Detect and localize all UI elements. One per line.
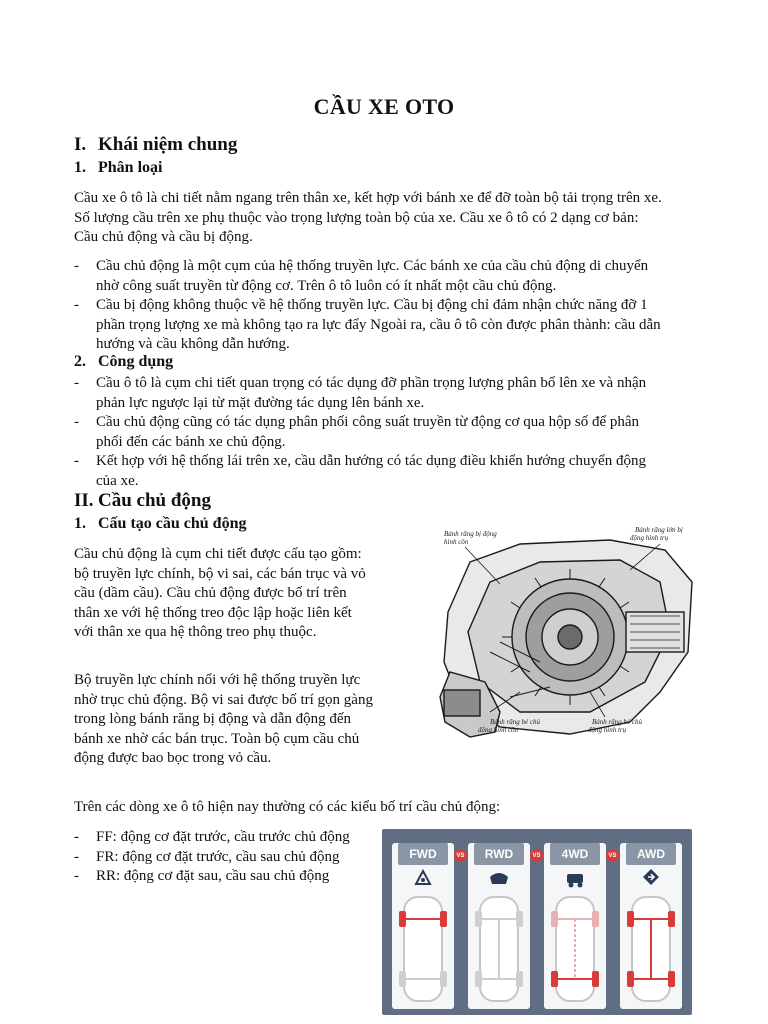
rwd-car-diagram <box>475 897 523 1001</box>
4wd-car-diagram <box>551 897 599 1001</box>
subsection-1-1-heading <box>74 159 162 177</box>
awd-label: AWD <box>626 843 676 865</box>
list-item: - Cầu chủ động là một cụm của hệ thống truyền lực. Các bánh xe của cầu chủ động di chuyển nhờ công suất truyền từ động cơ. Trên ô tô luôn có ít nhất một cầu chủ động. <box>74 258 649 294</box>
bullet-text: Cầu bị động không thuộc về hệ thống truyền lực. Cầu bị động chỉ đảm nhận chức năng đỡ 1 phần trọng lượng xe mà không tạo ra lực đẩy Ngoài ra, cầu ô tô còn được phân thành: cầu dẫn hướng và cầu không dẫn hướng. <box>96 297 661 352</box>
classification-paragraph: Cầu xe ô tô là chi tiết nằm ngang trên thân xe, kết hợp với bánh xe để đỡ toàn bộ tải trọng trên xe. Số lượng cầu trên xe phụ thuộc vào trọng lượng toàn bộ của xe. Cầu xe ô tô có 2 dạng cơ bản: Cầu chủ động và cầu bị động. <box>74 190 662 245</box>
rear-wheel-drive-icon <box>490 873 508 884</box>
document-title: CẦU XE OTO <box>313 94 455 119</box>
structure-paragraph: Cầu chủ động là cụm chi tiết được cấu tạo gồm: bộ truyền lực chính, bộ vi sai, các bán trục và vỏ cầu (dầm cầu). Cầu chủ động được bố trí trên thân xe với hệ thống treo độc lập hoặc liên kết với thân xe qua hệ thông treo phụ thuộc. <box>74 546 366 640</box>
classification-bullets <box>74 257 664 355</box>
vs-badge: VS <box>606 849 619 862</box>
list-item: - RR: động cơ đặt sau, cầu sau chủ động <box>74 868 330 884</box>
bullet-text: FR: động cơ đặt trước, cầu sau chủ động <box>96 848 340 865</box>
rwd-label: RWD <box>474 843 524 865</box>
bullet-text: RR: động cơ đặt sau, cầu sau chủ động <box>96 868 330 884</box>
awd-car-diagram <box>627 897 675 1001</box>
label-bottom-left: Bánh răng bé chủ động hình côn <box>478 718 540 734</box>
label-bottom-right: Bánh răng bé chủ động hình trụ <box>588 718 642 734</box>
subsection-1-1-number: 1. <box>74 159 86 176</box>
transmission-paragraph: Bộ truyền lực chính nối với hệ thống truyền lực nhờ trục chủ động. Bộ vi sai được bố trí gọn gàng trong lòng bánh răng bị động và dẫn động đến bánh xe nhờ các bán trục. Toàn bộ cụm cầu chủ động được bao bọc trong vỏ cầu. <box>74 672 373 766</box>
subsection-1-2-heading <box>74 353 173 371</box>
subsection-1-2-title: Công dụng <box>98 353 174 370</box>
subsection-2-1-number: 1. <box>74 515 86 532</box>
section-1-title: Khái niệm chung <box>98 134 238 155</box>
list-item: - Cầu bị động không thuộc về hệ thống truyền lực. Cầu bị động chỉ đảm nhận chức năng đỡ 1 phần trọng lượng xe mà không tạo ra lực đẩy Ngoài ra, cầu ô tô còn được phân thành: cầu dẫn hướng và cầu không dẫn hướng. <box>74 297 661 352</box>
subsection-2-1-title: Cấu tạo cầu chủ động <box>98 515 247 532</box>
usage-bullets <box>74 374 664 491</box>
bullet-text: Kết hợp với hệ thống lái trên xe, cầu dẫn hướng có tác dụng điều khiển hướng chuyển động của xe. <box>96 453 646 489</box>
drive-layout-bullets <box>74 828 374 887</box>
vs-badge: VS <box>454 849 467 862</box>
drive-types-image <box>382 829 692 1015</box>
subsection-2-1-heading <box>74 515 246 533</box>
section-2-number: II. <box>74 490 94 511</box>
section-1-heading <box>74 134 237 156</box>
label-top-right: Bánh răng lớn bị động hình trụ <box>630 526 683 542</box>
list-item: - FF: động cơ đặt trước, cầu trước chủ động <box>74 829 350 845</box>
section-1-number: I. <box>74 134 87 155</box>
label-top-left: Bánh răng bị động hình côn <box>444 530 497 546</box>
fwd-label: FWD <box>398 843 448 865</box>
4wd-label: 4WD <box>550 843 600 865</box>
list-item: - Kết hợp với hệ thống lái trên xe, cầu dẫn hướng có tác dụng điều khiển hướng chuyển động của xe. <box>74 453 646 489</box>
list-item: - Cầu ô tô là cụm chi tiết quan trọng có tác dụng đỡ phần trọng lượng phân bổ lên xe và nhận phản lực ngược lại từ mặt đường tác dụng lên bánh xe. <box>74 375 647 411</box>
bullet-text: Cầu chủ động là một cụm của hệ thống truyền lực. Các bánh xe của cầu chủ động di chuyển nhờ công suất truyền từ động cơ. Trên ô tô luôn có ít nhất một cầu chủ động. <box>96 258 649 294</box>
bullet-text: Cầu chủ động cũng có tác dụng phân phối công suất truyền từ động cơ qua hộp số để phân phối đến các bánh xe chủ động. <box>96 414 640 450</box>
drive-diagrams <box>382 829 692 1015</box>
four-wheel-drive-icon <box>567 874 583 888</box>
list-item: - FR: động cơ đặt trước, cầu sau chủ động <box>74 848 340 865</box>
section-2-heading <box>74 490 211 512</box>
subsection-1-2-number: 2. <box>74 353 86 370</box>
layouts-intro-paragraph: Trên các dòng xe ô tô hiện nay thường có các kiểu bố trí cầu chủ động: <box>74 799 501 815</box>
vs-badge: VS <box>530 849 543 862</box>
section-2-title: Cầu chủ động <box>98 490 211 511</box>
fwd-car-diagram <box>399 897 447 1001</box>
front-wheel-drive-icon <box>416 871 430 884</box>
all-wheel-drive-icon <box>643 869 659 885</box>
bullet-text: FF: động cơ đặt trước, cầu trước chủ động <box>96 829 350 845</box>
bullet-text: Cầu ô tô là cụm chi tiết quan trọng có tác dụng đỡ phần trọng lượng phân bổ lên xe và nhận phản lực ngược lại từ mặt đường tác dụng lên bánh xe. <box>96 375 647 411</box>
drive-axle-illustration <box>430 522 700 752</box>
list-item: - Cầu chủ động cũng có tác dụng phân phối công suất truyền từ động cơ qua hộp số để phân phối đến các bánh xe chủ động. <box>74 414 640 450</box>
subsection-1-1-title: Phân loại <box>98 159 163 176</box>
